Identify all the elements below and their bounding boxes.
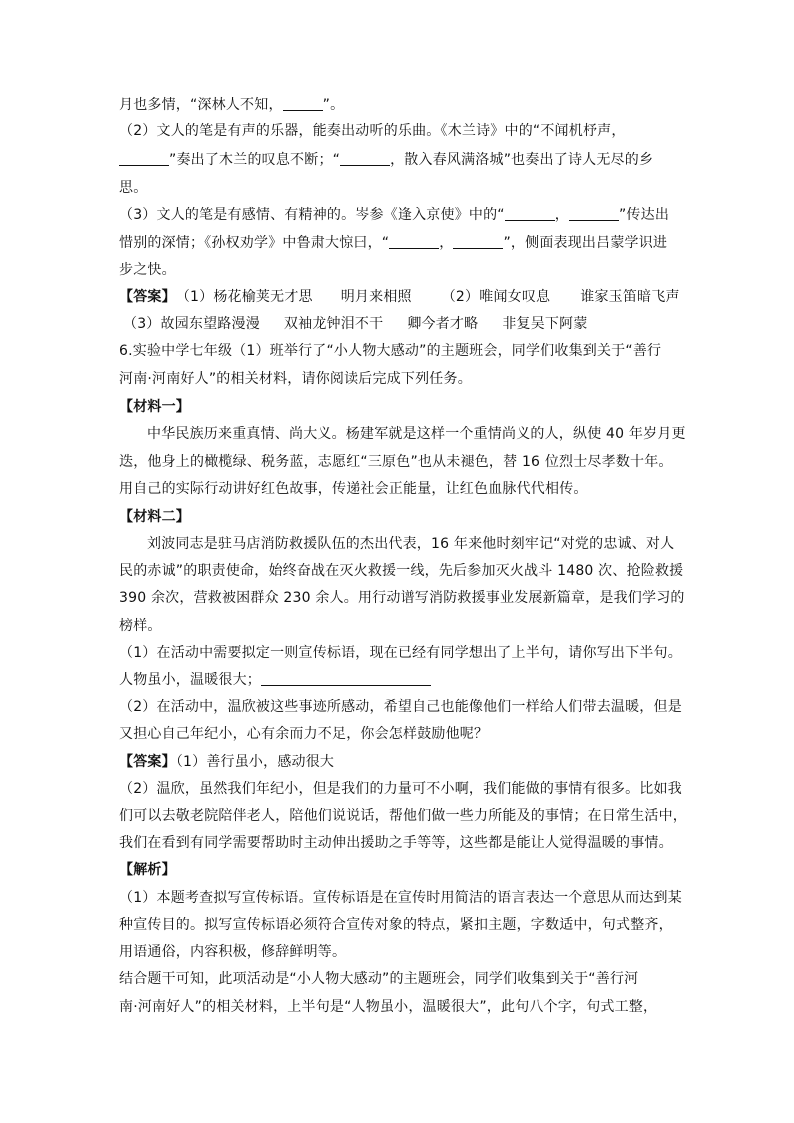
answer-row: 【答案】（1）善行虽小，感动很大 <box>119 754 335 770</box>
material-heading: 【材料一】 <box>119 399 190 415</box>
paragraph-line: 民的赤诚”的职责使命，始终奋战在灭火救援一线，先后参加灭火战斗 1480 次、抢险救援 <box>119 563 684 579</box>
analysis-line: 结合题干可知，此项活动是“小人物大感动”的主题班会，同学们收集到关于“善行河 <box>119 971 639 987</box>
fill-blank <box>340 151 390 166</box>
question-title: 河南·河南好人”的相关材料，请你阅读后完成下列任务。 <box>119 371 472 387</box>
analysis-label: 【解析】 <box>119 862 176 878</box>
text-line: 惜别的深情；《孙权劝学》中鲁肃大惊曰，“ ， ”，侧面表现出吕蒙学识进 <box>119 235 668 251</box>
task-line: （2）在活动中，温欣被这些事迹所感动，希望自己也能像他们一样给人们带去温暖，但是 <box>119 699 682 715</box>
question-title: 6.实验中学七年级（1）班举行了“小人物大感动”的主题班会，同学们收集到关于“善行 <box>119 343 662 359</box>
text-line: ”奏出了木兰的叹息不断；“ ，散入春风满洛城”也奏出了诗人无尽的乡 <box>119 149 679 171</box>
analysis-line: 种宣传目的。拟写宣传标语必须符合宣传对象的特点，紧扣主题，字数适中，句式整齐， <box>119 917 673 933</box>
answer-line: 我们在看到有同学需要帮助时主动伸出援助之手等等，这些都是能让人觉得温暖的事情。 <box>119 835 673 851</box>
paragraph-line: 390 余次，营救被困群众 230 余人。用行动谱写消防救援事业发展新篇章，是我们学习的 <box>119 590 685 606</box>
fill-blank <box>119 151 169 166</box>
paragraph-line: 用自己的实际行动讲好红色故事，传递社会正能量，让红色血脉代代相传。 <box>119 481 588 497</box>
answer-row: 【答案】（1）杨花榆荚无才思 明月来相照 （2）唯闻女叹息 谁家玉笛暗飞声 <box>119 286 679 308</box>
fill-blank <box>283 96 323 111</box>
paragraph-line: 中华民族历来重真情、尚大义。杨建军就是这样一个重情尚义的人，纵使 40 年岁月更 <box>147 426 686 442</box>
text-line: 月也多情，“深林人不知， ”。 <box>119 97 345 113</box>
paragraph-line: 榜样。 <box>119 618 162 634</box>
answer-line: （2）温欣，虽然我们年纪小，但是我们的力量可不小啊，我们能做的事情有很多。比如我 <box>119 781 682 797</box>
analysis-line: 南·河南好人”的相关材料，上半句是“人物虽小，温暖很大”，此句八个字，句式工整， <box>119 999 658 1015</box>
task-line: 又担心自己年纪小，心有余而力不足，你会怎样鼓励他呢？ <box>119 726 489 742</box>
answer-row: （3）故园东望路漫漫 双袖龙钟泪不干 卿今者才略 非复吴下阿蒙 <box>123 316 588 332</box>
fill-blank <box>569 206 619 221</box>
task-line: 人物虽小，温暖很大； <box>119 669 679 691</box>
text-line: （3）文人的笔是有感情、有精神的。岑参《逢入京使》中的“ ， ”传达出 <box>119 207 670 223</box>
text-line: 思。 <box>119 180 148 196</box>
answer-label: 【答案】 <box>119 754 176 770</box>
analysis-line: 用语通俗，内容积极，修辞鲜明等。 <box>119 944 347 960</box>
fill-blank <box>453 234 503 249</box>
answer-line: 们可以去敬老院陪伴老人，陪他们说说话，帮他们做一些力所能及的事情；在日常生活中， <box>119 808 687 824</box>
task-line: （1）在活动中需要拟定一则宣传标语，现在已经有同学想出了上半句，请你写出下半句。 <box>119 645 682 661</box>
text-line: （2）文人的笔是有声的乐器，能奏出动听的乐曲。《木兰诗》中的“不闻机杼声， <box>119 123 626 139</box>
answer-label: 【答案】 <box>119 289 176 305</box>
fill-blank <box>389 234 439 249</box>
material-heading: 【材料二】 <box>119 509 190 525</box>
fill-blank <box>261 671 431 686</box>
paragraph-line: 刘波同志是驻马店消防救援队伍的杰出代表，16 年来他时刻牢记“对党的忠诚、对人 <box>147 536 675 552</box>
fill-blank <box>505 206 555 221</box>
paragraph-line: 迭，他身上的橄榄绿、税务蓝，志愿红“三原色”也从未褪色，替 16 位烈士尽孝数十年。 <box>119 454 673 470</box>
analysis-line: （1）本题考查拟写宣传标语。宣传标语是在宣传时用简洁的语言表达一个意思从而达到某 <box>119 890 682 906</box>
text-line: 步之快。 <box>119 262 176 278</box>
